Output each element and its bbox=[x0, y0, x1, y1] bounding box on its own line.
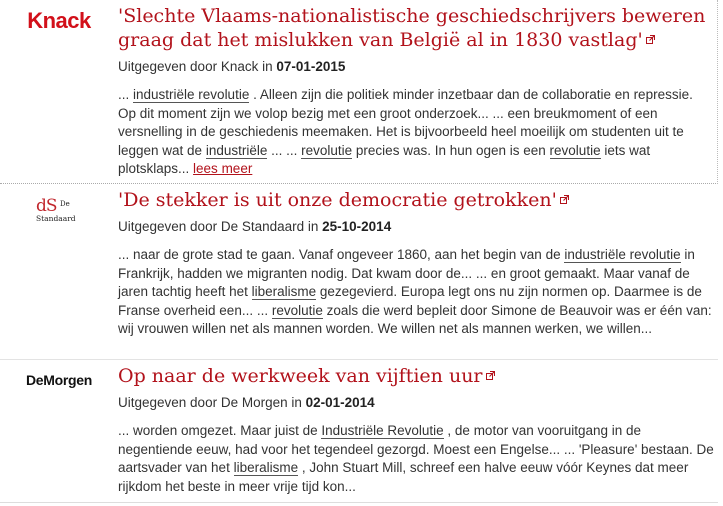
result-content bbox=[118, 4, 713, 179]
highlight-term: industriële revolutie bbox=[133, 87, 250, 102]
publish-date: 02-01-2014 bbox=[305, 395, 375, 410]
highlight-term: liberalisme bbox=[233, 460, 299, 476]
knack-logo: Knack bbox=[27, 8, 91, 33]
highlight-term: liberalisme bbox=[251, 284, 317, 300]
search-result bbox=[0, 0, 718, 184]
search-result bbox=[0, 360, 718, 503]
result-meta: Uitgegeven door De Morgen in 02-01-2014 bbox=[118, 395, 375, 410]
external-link-icon[interactable] bbox=[560, 195, 569, 204]
highlight-term: industriële revolutie bbox=[564, 247, 681, 262]
result-meta: Uitgegeven door De Standaard in 25-10-2014 bbox=[118, 219, 392, 234]
result-content bbox=[118, 188, 714, 339]
read-more-link[interactable]: lees meer bbox=[193, 161, 253, 177]
result-snippet: ... worden omgezet. Maar juist de Industriële Revolutie , de motor van vooruitgang in de negentiende eeuw, had voor het tegendeel gezorgd. Moest een Engelse... ... 'Pleasure' bestaan. De aartsvader van het liberalisme , John Stuart Mill, schreef een halve eeuw vóór Keynes dat meer rijkdom het beste in meer vrije tijd kon... bbox=[118, 423, 714, 494]
highlight-term: industriële bbox=[205, 142, 268, 158]
external-link-icon[interactable] bbox=[646, 35, 655, 44]
publish-date: 25-10-2014 bbox=[322, 219, 392, 234]
result-title-link[interactable]: Op naar de werkweek van vijftien uur bbox=[118, 365, 483, 387]
result-snippet: ... naar de grote stad te gaan. Vanaf ongeveer 1860, aan het begin van de industriële revolutie in Frankrijk, hadden we migranten nodig. Dat kwam door de... ... en groot gemaakt. Maar vanaf de jaren tachtig heeft het liberalisme gezegevierd. Europa legt ons nu zijn normen op. Daarmee is de Franse overheid een... ... revolutie zoals die werd bepleit door Simone de Beauvoir was er één van: wij vrouwen willen net als mannen worden. We willen net als mannen werken, we willen... bbox=[118, 247, 712, 337]
external-link-icon[interactable] bbox=[486, 371, 495, 380]
demorgen-logo: DeMorgen bbox=[25, 372, 93, 388]
standaard-logo: dS De Standaard bbox=[36, 196, 76, 223]
result-snippet: ... industriële revolutie . Alleen zijn die politiek minder inzetbaar dan de collaboratie en repressie. Op dit moment zijn we volop bezig met een groot onderzoek... ... een breukmoment of een versnelling in de geschiedenis meemaken. Het is bijvoorbeeld heel moeilijk om studenten uit te leggen wat de industriële ... ... revolutie precies was. In hun ogen is een revolutie iets wat plotsklaps... lees meer bbox=[118, 87, 693, 177]
highlight-term: revolutie bbox=[271, 302, 323, 318]
result-meta: Uitgegeven door Knack in 07-01-2015 bbox=[118, 59, 346, 74]
publish-date: 07-01-2015 bbox=[276, 59, 346, 74]
highlight-term: Industriële Revolutie bbox=[321, 423, 444, 438]
search-result bbox=[0, 184, 718, 360]
result-title-link[interactable]: 'Slechte Vlaams-nationalistische geschiedschrijvers beweren graag dat het mislukken van België al in 1830 vastlag' bbox=[118, 5, 706, 51]
highlight-term: revolutie bbox=[301, 142, 353, 158]
result-title-link[interactable]: 'De stekker is uit onze democratie getrokken' bbox=[118, 189, 557, 211]
highlight-term: revolutie bbox=[549, 142, 601, 158]
result-content bbox=[118, 364, 714, 496]
